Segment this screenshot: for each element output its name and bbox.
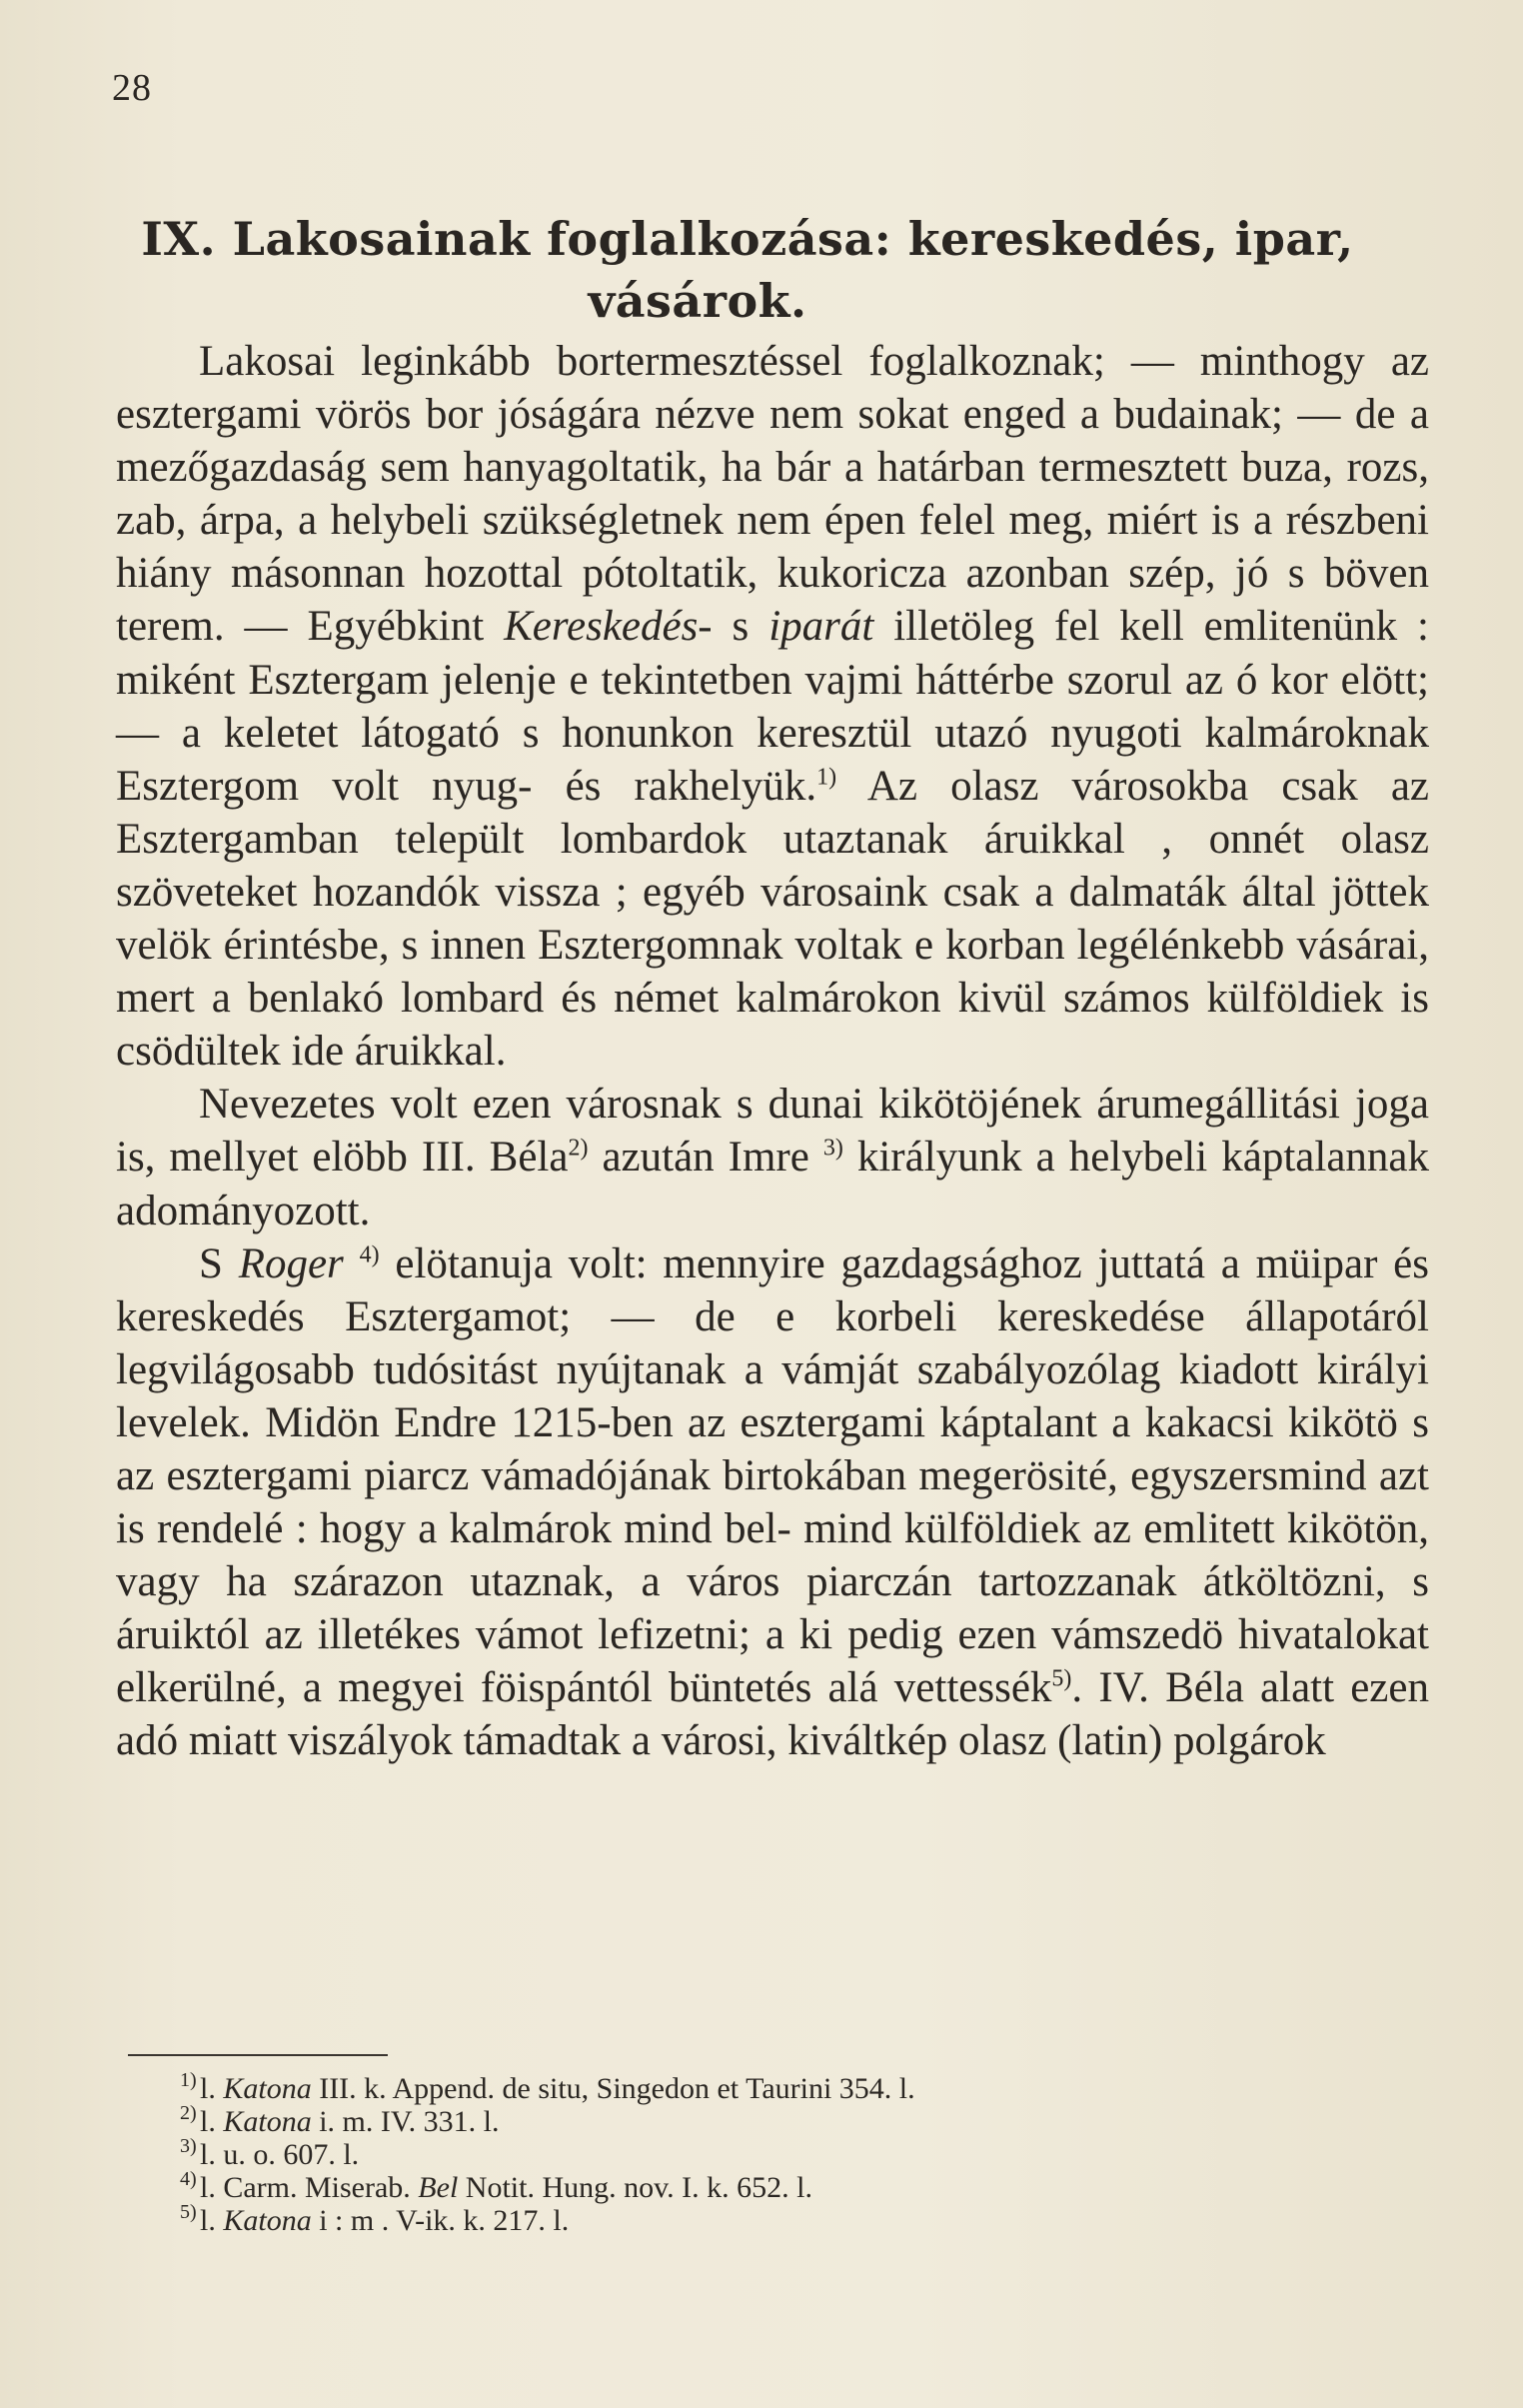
footnote-reference: 2) — [568, 1136, 589, 1163]
text-run: l. — [200, 2105, 224, 2138]
footnote — [180, 2201, 1199, 2237]
text-run — [344, 1240, 360, 1287]
text-run: i. m. IV. 331. l. — [311, 2105, 500, 2138]
chapter-heading-line-1: IX. Lakosainak foglalkozása: kereskedés, ipar, — [141, 212, 1354, 266]
italic-text: Katona — [223, 2105, 312, 2138]
text-run: l. — [200, 2072, 224, 2105]
text-run: Lakosai leginkább bortermesztéssel foglalkoznak; — minthogy az esztergami vörös bor jóságára nézve nem sokat enged a budainak; — de a mezőgazdaság sem hanyagoltatik, ha bár a határban termesztett buza, rozs, zab, árpa, a helybeli szükségletnek nem épen felel meg, miért is a részbeni hiány másonnan hozottal pótoltatik, kukoricza azonban szép, jó s böven terem. — Egyébkint — [116, 338, 1429, 651]
italic-text: Kereskedés- — [504, 603, 713, 651]
body-text — [116, 335, 1429, 1768]
text-run: l. — [200, 2204, 224, 2237]
text-run: Az olasz városokba csak az Esztergamban települt lombardok utaztanak áruikkal , onnét olasz szöveteket hozandók vissza ; egyéb városaink csak a dalmaták által jöttek velök érintésbe, s innen Esztergomnak voltak e korban legélénkebb vásárai, mert a benlakó lombard és német kalmárokon kivül számos külföldiek is csödültek ide áruikkal. — [116, 762, 1430, 1076]
italic-text: Katona — [223, 2204, 312, 2237]
footnote-mark: 1) — [180, 2069, 197, 2091]
text-run: Nevezetes volt ezen városnak s dunai kikötöjének árumegállitási joga is, mellyet elöbb III. Béla — [116, 1081, 1429, 1182]
text-run: III. k. Append. de situ, Singedon et Taurini 354. l. — [311, 2072, 915, 2105]
footnote-mark: 4) — [180, 2168, 197, 2190]
text-run: azután Imre — [588, 1134, 823, 1182]
text-run: elötanuja volt: mennyire gazdagsághoz juttatá a müipar és kereskedés Esztergamot; — de e korbeli kereskedése állapotáról legvilágosabb tudósitást nyújtanak a vámját szabályozólag kiadott királyi levelek. Midön Endre 1215-ben az esztergami káptalant a kakacsi kikötö s az esztergami piarcz vámadójának birtokában megerösité, egyszersmind azt is rendelé : hogy a kalmárok mind bel- mind külföldiek az emlitett kikötön, vagy ha szárazon utaznak, a város piarczán tartozzanak átköltözni, s áruiktól az illetékes vámot lefizetni; a ki pedig ezen vámszedö hivatalokat elkerülné, a megyei föispántól büntetés alá vettessék — [116, 1239, 1429, 1712]
italic-text: iparát — [768, 603, 874, 651]
footnote-reference: 5) — [1051, 1666, 1072, 1693]
footnote-mark: 3) — [180, 2135, 197, 2157]
footnote — [180, 2135, 1199, 2171]
italic-text: Katona — [223, 2072, 312, 2105]
chapter-heading-line-2: vásárok. — [588, 274, 807, 328]
footnote-reference: 4) — [359, 1241, 380, 1268]
paragraph — [116, 335, 1429, 1078]
text-run: l. u. o. 607. l. — [200, 2138, 360, 2171]
footnote-reference: 1) — [816, 764, 837, 791]
text-run: Notit. Hung. nov. I. k. 652. l. — [458, 2171, 812, 2204]
text-run: s — [712, 603, 769, 651]
footnotes — [180, 2069, 1199, 2237]
text-run: S — [199, 1239, 239, 1287]
italic-text: Bel — [418, 2171, 459, 2204]
text-run: illetöleg fel kell emlitenünk : miként Esztergam jelenje e tekintetben vajmi háttérbe szorul az ó kor elött; — a keletet látogató s honunkon keresztül utazó nyugoti kalmároknak Esztergom volt nyug- és rakhelyük. — [116, 603, 1429, 810]
chapter-heading — [141, 208, 1437, 332]
paragraph — [116, 1237, 1429, 1768]
footnote-mark: 5) — [180, 2201, 197, 2223]
text-run: l. Carm. Miserab. — [200, 2171, 419, 2204]
text-run: királyunk a helybeli káptalannak adományozott. — [116, 1134, 1429, 1234]
footnote-divider — [128, 2054, 388, 2056]
footnote — [180, 2069, 1199, 2105]
footnote-mark: 2) — [180, 2102, 197, 2124]
footnote — [180, 2102, 1199, 2138]
footnote-reference: 3) — [822, 1136, 843, 1163]
text-run: . IV. Béla alatt ezen adó miatt viszályok támadtak a városi, kiváltkép olasz (latin) polgárok — [116, 1664, 1429, 1765]
footnote — [180, 2168, 1199, 2204]
page-number: 28 — [112, 67, 152, 109]
paragraph — [116, 1078, 1429, 1236]
italic-text: Roger — [238, 1239, 344, 1287]
text-run: i : m . V-ik. k. 217. l. — [311, 2204, 570, 2237]
